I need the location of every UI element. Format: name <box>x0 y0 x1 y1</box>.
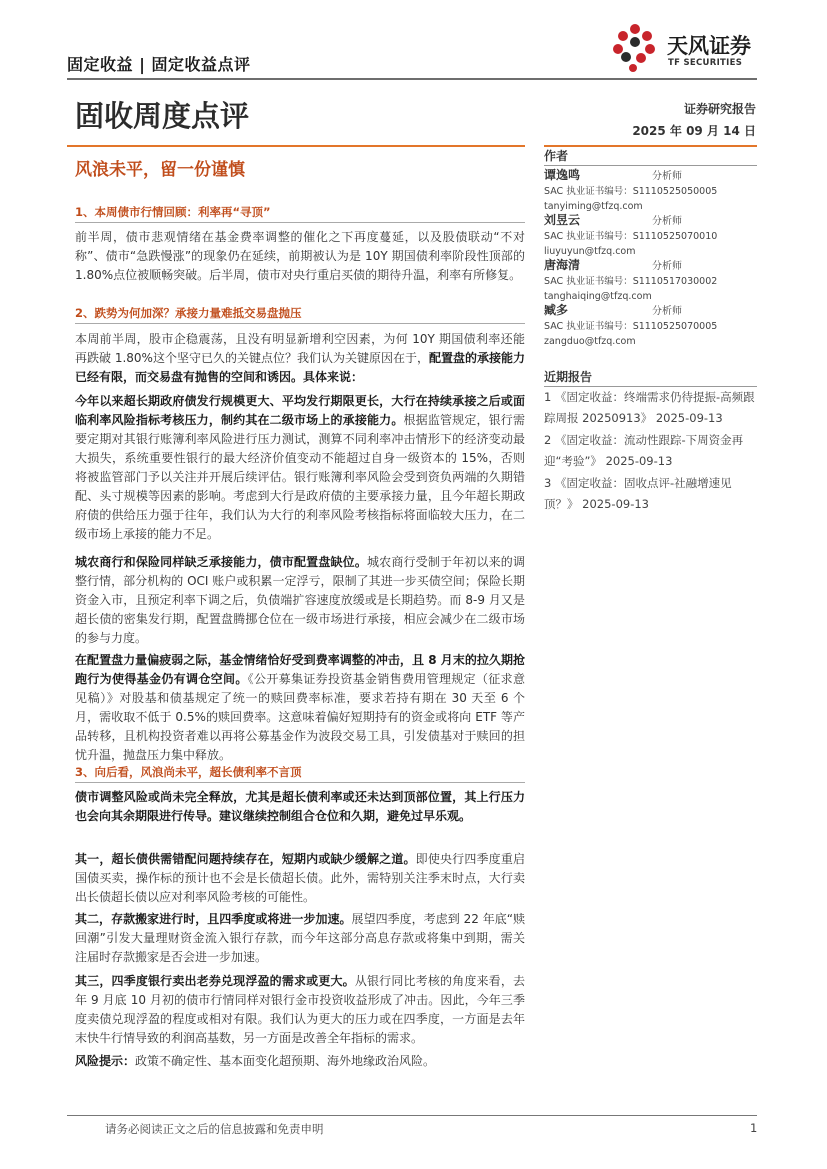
analyst-email[interactable]: tanghaiqing@tfzq.com <box>544 291 652 302</box>
section-3-paragraph-2: 其一，超长债供需错配问题持续存在，短期内或缺少缓解之道。即使央行四季度重启国债买卖，操作标的预计也不会是长债超长债。此外，需特别关注季末时点，大行卖出长债超长债以应对利率风险考核的可能性。 <box>75 852 525 904</box>
section-3-paragraph-4: 其三，四季度银行卖出老券兑现浮盈的需求或更大。从银行同比考核的角度来看，去年 9 月底 10 月初的债市行情同样对银行金市投资收益形成了冲击。因此，今年三季度卖债兑现浮盈的程度或相对有限。我们认为更大的压力或在四季度，一方面是去年末快牛行情导致的利润高基数，另一方面是改善全年指标的需求。 <box>75 974 525 1045</box>
section-1-heading: 1、本周债市行情回顾：利率再“寻顶” <box>75 205 271 219</box>
analyst-email[interactable]: liuyuyun@tfzq.com <box>544 246 636 257</box>
analyst-card <box>544 213 757 259</box>
subtitle: 风浪未平，留一份谨慎 <box>75 160 245 180</box>
analyst-name: 唐海清 <box>544 258 581 272</box>
title-divider <box>67 145 525 147</box>
analyst-card <box>544 168 757 214</box>
analyst-cert: SAC 执业证书编号：S1110525050005 <box>544 186 718 197</box>
report-category: 固定收益 | 固定收益点评 <box>67 55 251 74</box>
tf-securities-logo <box>608 22 758 72</box>
section-2-paragraph-1: 本周前半周，股市企稳震荡，且没有明显新增利空因素，为何 10Y 期国债利率还能再跌破 1.80%这个坚守已久的关键点位？我们认为关键原因在于，配置盘的承接能力已经有限，而交易盘有抛售的空间和诱因。具体来说： <box>75 332 525 384</box>
risk-warning: 风险提示：政策不确定性、基本面变化超预期、海外地缘政治风险。 <box>75 1054 436 1068</box>
analyst-title: 分析师 <box>652 216 682 227</box>
header-divider <box>67 78 757 80</box>
section-2-rule <box>75 323 525 324</box>
recent-report-item[interactable]: 1 《固定收益：终端需求仍待提振-高频跟踪周报 20250913》 2025-09-13 <box>544 390 755 425</box>
section-1-rule <box>75 222 525 223</box>
section-3-paragraph-3: 其二，存款搬家进行时，且四季度或将进一步加速。展望四季度，考虑到 22 年底“赎回潮”引发大量理财资金流入银行存款，而今年这部分高息存款或将集中到期，需关注届时存款搬家是否会进一步加速。 <box>75 912 525 964</box>
analyst-name: 谭逸鸣 <box>544 168 581 182</box>
page-number: 1 <box>750 1121 758 1135</box>
authors-heading: 作者 <box>544 149 569 163</box>
page-title: 固收周度点评 <box>75 99 250 133</box>
footer-disclaimer: 请务必阅读正文之后的信息披露和免责申明 <box>105 1122 324 1136</box>
analyst-card <box>544 303 757 349</box>
recent-report-item[interactable]: 3 《固定收益：固收点评-社融增速见顶？》 2025-09-13 <box>544 476 732 511</box>
section-2-paragraph-3: 城农商行和保险同样缺乏承接能力，债市配置盘缺位。城农商行受制于年初以来的调整行情，部分机构的 OCI 账户或积累一定浮亏，限制了其进一步买债空间；保险长期资金入市，且预定利率下调之后，负债端扩容速度放缓或是长期趋势。而 8-9 月又是超长债的密集发行期，配置盘腾挪仓位在一级市场进行承接，相应会减少在二级市场的参与力度。 <box>75 555 525 645</box>
section-2-heading: 2、跌势为何加深？承接力量难抵交易盘抛压 <box>75 306 302 320</box>
section-3-rule <box>75 782 525 783</box>
analyst-name: 刘昱云 <box>544 213 581 227</box>
logo-mark-icon <box>608 22 664 72</box>
section-3-heading: 3、向后看，风浪尚未平，超长债利率不言顶 <box>75 765 302 779</box>
analyst-cert: SAC 执业证书编号：S1110517030002 <box>544 276 718 287</box>
report-type: 证券研究报告 <box>683 102 756 116</box>
analyst-title: 分析师 <box>652 171 682 182</box>
report-date: 2025 年 09 月 14 日 <box>632 124 756 138</box>
footer-divider <box>67 1115 757 1116</box>
section-1-paragraph: 前半周，债市悲观情绪在基金费率调整的催化之下再度蔓延，以及股债联动“不对称”、债市“急跌慢涨”的现象仍在延续，前期被认为是 10Y 期国债利率阶段性顶部的 1.80%点位被顺畅突破。后半周，债市对央行重启买债的期待升温，利率有所修复。 <box>75 230 525 282</box>
recent-reports-heading: 近期报告 <box>544 370 593 384</box>
analyst-email[interactable]: tanyiming@tfzq.com <box>544 201 643 212</box>
section-2-paragraph-4: 在配置盘力量偏疲弱之际，基金情绪恰好受到费率调整的冲击，且 8 月末的拉久期抢跑行为使得基金仍有调仓空间。《公开募集证券投资基金销售费用管理规定（征求意见稿）》对股基和债基规定了统一的赎回费率标准，要求若持有期在 30 天至 6 个月，需收取不低于 0.5%的赎回费率。这意味着偏好短期持有的资金或将向 ETF 等产品转移，且机构投资者难以再将公募基金作为波段交易工具，引发债基对于赎回的担忧升温，抛盘压力集中释放。 <box>75 653 525 762</box>
section-2-paragraph-2: 今年以来超长期政府债发行规模更大、平均发行期限更长，大行在持续承接之后或面临利率风险指标考核压力，制约其在二级市场上的承接能力。根据监管规定，银行需要定期对其银行账簿利率风险进行压力测试，测算不同利率冲击情形下的经济变动最大损失，系统重要性银行的最大经济价值变动不能超过自身一级资本的 15%，否则将被监管部门予以关注并开展后续评估。银行账簿利率风险会受到资负两端的久期错配、头寸规模等因素的影响。考虑到大行是政府债的主要承接力量，且今年超长期政府债的供给压力强于往年，我们认为大行的利率风险考核指标将面临较大压力，在二级市场上承接的能力不足。 <box>75 394 525 541</box>
analyst-cert: SAC 执业证书编号：S1110525070010 <box>544 231 718 242</box>
analyst-cert: SAC 执业证书编号：S1110525070005 <box>544 321 718 332</box>
authors-rule <box>544 165 757 166</box>
section-3-paragraph-1: 债市调整风险或尚未完全释放，尤其是超长债利率或还未达到顶部位置，其上行压力也会向其余期限进行传导。建议继续控制组合仓位和久期，避免过早乐观。 <box>75 790 525 823</box>
analyst-title: 分析师 <box>652 306 682 317</box>
recent-report-item[interactable]: 2 《固定收益：流动性跟踪-下周资金再迎“考验”》 2025-09-13 <box>544 433 744 468</box>
analyst-card <box>544 258 757 304</box>
analyst-email[interactable]: zangduo@tfzq.com <box>544 336 636 347</box>
sidebar-divider <box>544 145 757 147</box>
analyst-name: 臧多 <box>544 303 569 317</box>
analyst-title: 分析师 <box>652 261 682 272</box>
logo-text-cn: 天风证券 <box>667 34 751 58</box>
logo-text-en: TF SECURITIES <box>668 58 743 68</box>
